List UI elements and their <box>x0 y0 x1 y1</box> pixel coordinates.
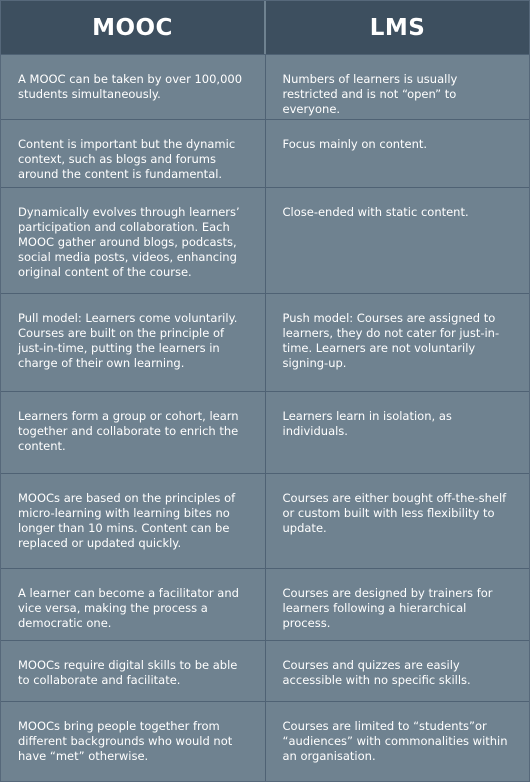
mooc-cell: Content is important but the dynamic context, such as blogs and forums around the content is fundamental. <box>18 137 236 181</box>
mooc-cell: MOOCs require digital skills to be able to collaborate and facilitate. <box>18 658 238 687</box>
lms-cell: Push model: Courses are assigned to learners, they do not cater for just-in-time. Learners are not voluntarily signing-up. <box>265 294 530 391</box>
lms-column-header: LMS <box>264 1 529 54</box>
table-row <box>1 473 529 568</box>
lms-cell: Numbers of learners is usually restricted and is not “open” to everyone. <box>265 55 530 119</box>
lms-cell: Courses are designed by trainers for learners following a hierarchical process. <box>265 569 530 640</box>
table-row <box>1 119 529 187</box>
table-row <box>1 568 529 640</box>
table-header <box>1 1 529 54</box>
table-row <box>1 391 529 473</box>
lms-cell: Close-ended with static content. <box>265 188 530 293</box>
lms-cell: Courses and quizzes are easily accessible with no specific skills. <box>265 641 530 701</box>
lms-cell: Courses are either bought off-the-shelf or custom built with less flexibility to update. <box>265 474 530 568</box>
mooc-cell: MOOCs bring people together from different backgrounds who would not have “met” otherwise. <box>18 719 233 763</box>
table-row <box>1 640 529 701</box>
mooc-cell: Pull model: Learners come voluntarily. Courses are built on the principle of just-in-time, putting the learners in charge of their own learning. <box>18 311 238 370</box>
lms-cell: Learners learn in isolation, as individuals. <box>265 392 530 473</box>
table-row <box>1 54 529 119</box>
mooc-cell: A learner can become a facilitator and vice versa, making the process a democratic one. <box>18 586 239 630</box>
mooc-cell: MOOCs are based on the principles of micro-learning with learning bites no longer than 10 mins. Content can be replaced or updated quickly. <box>18 491 236 550</box>
lms-cell: Focus mainly on content. <box>265 120 530 187</box>
table-row <box>1 293 529 391</box>
mooc-cell: Learners form a group or cohort, learn together and collaborate to enrich the content. <box>18 409 239 453</box>
lms-cell: Courses are limited to “students”or “audiences” with commonalities within an organisation. <box>265 702 530 781</box>
table-row <box>1 701 529 781</box>
mooc-cell: Dynamically evolves through learners’ participation and collaboration. Each MOOC gather around blogs, podcasts, social media posts, videos, enhancing original content of the course. <box>18 205 240 279</box>
mooc-cell: A MOOC can be taken by over 100,000 students simultaneously. <box>18 72 243 101</box>
table-row <box>1 187 529 293</box>
mooc-column-header: MOOC <box>92 14 173 41</box>
